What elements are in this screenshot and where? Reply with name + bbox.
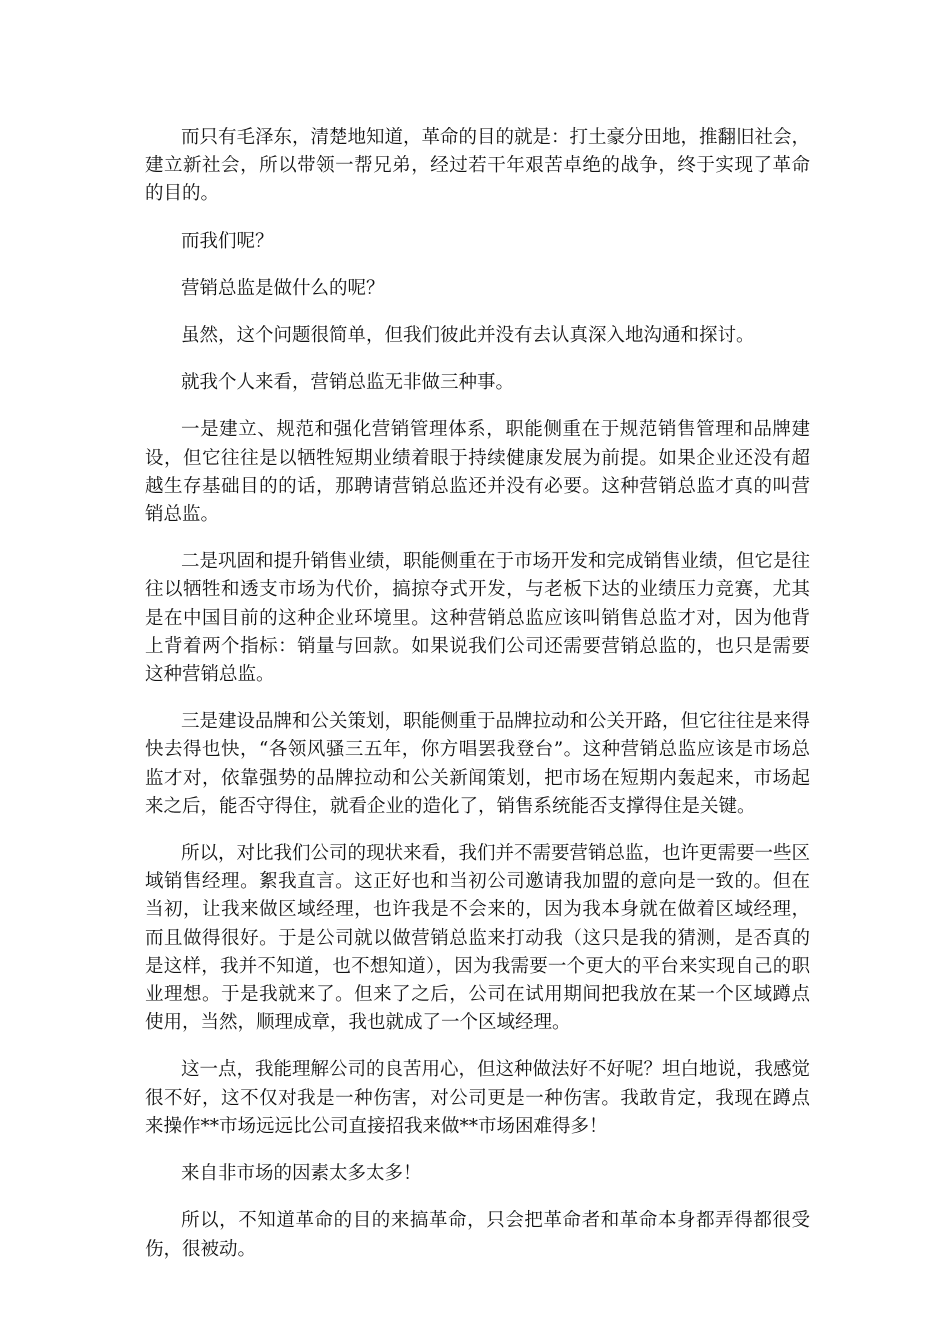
paragraph-4: 虽然，这个问题很简单，但我们彼此并没有去认真深入地沟通和探讨。 — [181, 325, 755, 347]
paragraph-10: 这一点，我能理解公司的良苦用心，但这种做法好不好呢？坦白地说，我感觉很不好，这不仅对我是一种伤害，对公司更是一种伤害。我敢肯定，我现在蹲点来操作**市场远远比公司直接招我来做**市场困难得多！ — [145, 1059, 811, 1137]
paragraph-1: 而只有毛泽东，清楚地知道，革命的目的就是：打土豪分田地，推翻旧社会，建立新社会，所以带领一帮兄弟，经过若干年艰苦卓绝的战争，终于实现了革命的目的。 — [145, 127, 811, 205]
paragraph-9: 所以，对比我们公司的现状来看，我们并不需要营销总监，也许更需要一些区域销售经理。絮我直言。这正好也和当初公司邀请我加盟的意向是一致的。但在当初，让我来做区域经理，也许我是不会来的，因为我本身就在做着区域经理，而且做得很好。于是公司就以做营销总监来打动我（这只是我的猜测，是否真的是这样，我并不知道，也不想知道），因为我需要一个更大的平台来实现自己的职业理想。于是我就来了。但来了之后，公司在试用期间把我放在某一个区域蹲点使用，当然，顺理成章，我也就成了一个区域经理。 — [145, 843, 811, 1034]
paragraph-11: 来自非市场的因素太多太多！ — [181, 1163, 422, 1185]
document-page — [145, 124, 810, 1283]
paragraph-5: 就我个人来看，营销总监无非做三种事。 — [181, 372, 515, 394]
paragraph-3: 营销总监是做什么的呢？ — [181, 277, 385, 299]
paragraph-2: 而我们呢？ — [181, 230, 274, 252]
paragraph-8: 三是建设品牌和公关策划，职能侧重于品牌拉动和公关开路，但它往往是来得快去得也快，“各领风骚三五年，你方唱罢我登台”。这种营销总监应该是市场总监才对，依靠强势的品牌拉动和公关新闻策划，把市场在短期内轰起来，市场起来之后，能否守得住，就看企业的造化了，销售系统能否支撑得住是关键。 — [145, 711, 811, 817]
paragraph-12: 所以，不知道革命的目的来搞革命，只会把革命者和革命本身都弄得都很受伤，很被动。 — [145, 1210, 810, 1260]
paragraph-6: 一是建立、规范和强化营销管理体系，职能侧重在于规范销售管理和品牌建设，但它往往是以牺牲短期业绩着眼于持续健康发展为前提。如果企业还没有超越生存基础目的的话，那聘请营销总监还并没有必要。这种营销总监才真的叫营销总监。 — [145, 419, 810, 526]
paragraph-7: 二是巩固和提升销售业绩，职能侧重在于市场开发和完成销售业绩，但它是往往以牺牲和透支市场为代价，搞掠夺式开发，与老板下达的业绩压力竞赛，尤其是在中国目前的这种企业环境里。这种营销总监应该叫销售总监才对，因为他背上背着两个指标：销量与回款。如果说我们公司还需要营销总监的，也只是需要这种营销总监。 — [145, 551, 811, 686]
